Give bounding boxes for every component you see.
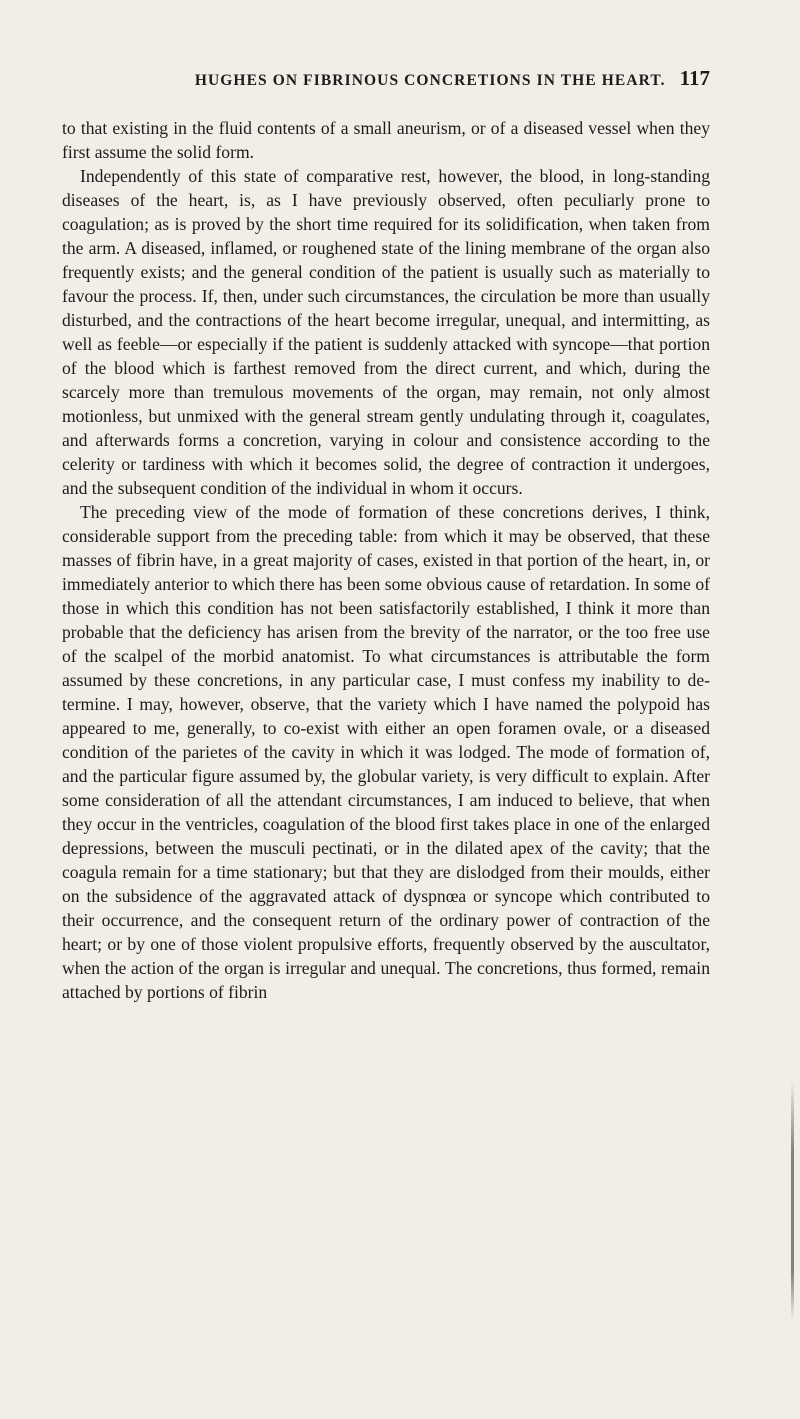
paragraph-continued: to that existing in the fluid contents of a small aneurism, or of a diseased vessel when they first assume the solid form. [62, 118, 710, 162]
paragraph-mode-of-formation: The preceding view of the mode of formation of these concretions derives, I think, considerable support from the preceding table: from which it may be observed, that these masses of fibrin have, in a great majority of cases, existed in that portion of the heart, in, or immediately anterior to which there has been some obvious cause of retardation. In some of those in which this condition has not been satisfactorily established, I think it more than probable that the deficiency has arisen from the brevity of the narrator, or the too free use of the scalpel of the morbid anatomist. To what circumstances is attributable the form assumed by these concretions, in any particular case, I must confess my inability to determine. I may, however, observe, that the variety which I have named the polypoid has appeared to me, generally, to co-exist with either an open foramen ovale, or a diseased condition of the parietes of the cavity in which it was lodged. The mode of formation of, and the particular figure assumed by, the globular variety, is very difficult to explain. After some consideration of all the attendant circumstances, I am induced to believe, that when they occur in the ventricles, coagulation of the blood first takes place in one of the enlarged depressions, between the musculi pectinati, or in the dilated apex of the cavity; that the coagula remain for a time stationary; but that they are dislodged from their moulds, either on the subsidence of the aggravated attack of dyspnœa or syncope which contributed to their occurrence, and the consequent return of the ordinary power of contraction of the heart; or by one of those violent propulsive efforts, frequently observed by the auscultator, when the action of the organ is irregular and unequal. The concretions, thus formed, remain attached by portions of fibrin [62, 502, 710, 1002]
page-number: 117 [679, 66, 710, 90]
running-title: HUGHES ON FIBRINOUS CONCRETIONS IN THE HEART. [194, 72, 666, 89]
scan-edge-shadow [791, 1080, 794, 1320]
book-page [62, 66, 710, 1004]
running-head [88, 66, 710, 102]
body-text [62, 116, 710, 1004]
paragraph-blood-coagulation: Independently of this state of comparative rest, however, the blood, in long-standing diseases of the heart, is, as I have previously observed, often peculiarly prone to coagulation; as is proved by the short time required for its solidification, when taken from the arm. A diseased, inflamed, or roughened state of the lining membrane of the organ also frequently exists; and the general condition of the patient is usually such as materially to favour the process. If, then, under such circumstances, the circulation be more than usually disturbed, and the contractions of the heart become irregular, unequal, and intermitting, as well as feeble—or especially if the patient is suddenly attacked with syncope—that portion of the blood which is farthest removed from the direct current, and which, during the scarcely more than tremulous movements of the organ, may remain, not only almost motionless, but unmixed with the general stream gently undulating through it, coagulates, and afterwards forms a concretion, varying in colour and consistence according to the celerity or tardiness with which it becomes solid, the degree of contraction it undergoes, and the subsequent condition of the individual in whom it occurs. [62, 166, 710, 498]
